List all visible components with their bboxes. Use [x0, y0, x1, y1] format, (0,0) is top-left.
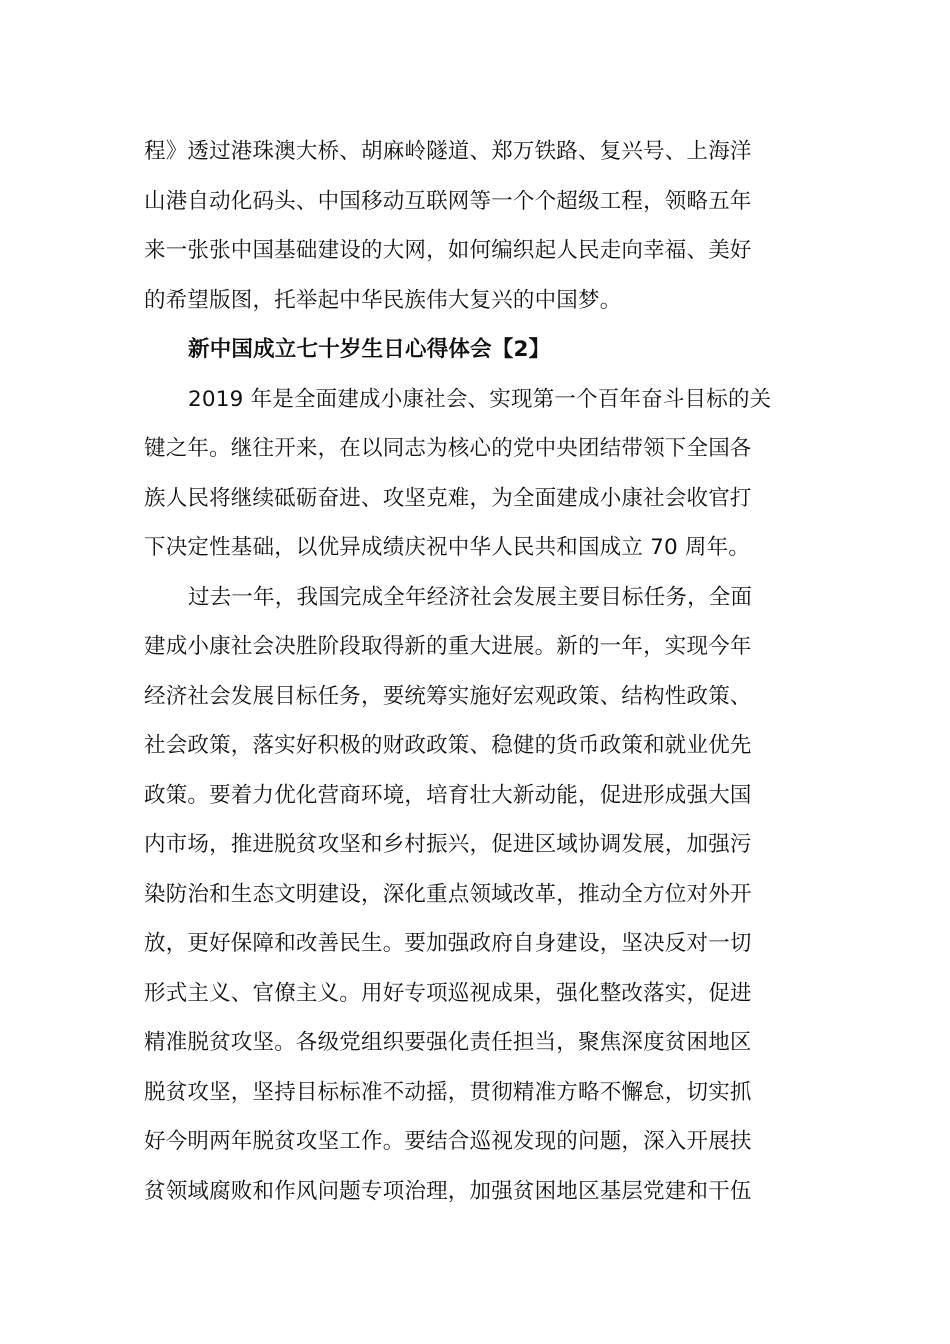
text-line: 程》透过港珠澳大桥、胡麻岭隧道、郑万铁路、复兴号、上海洋 — [144, 139, 752, 164]
text-line: 精准脱贫攻坚。各级党组织要强化责任担当，聚焦深度贫困地区 — [144, 1030, 752, 1055]
text-line: 键之年。继往开来，在以同志为核心的党中央团结带领下全国各 — [144, 436, 752, 461]
text-line: 脱贫攻坚，坚持目标标准不动摇，贯彻精准方略不懈怠，切实抓 — [144, 1079, 752, 1105]
text-line: 的希望版图，托举起中华民族伟大复兴的中国梦。 — [144, 287, 622, 313]
text-line: 内市场，推进脱贫攻坚和乡村振兴，促进区域协调发展，加强污 — [144, 832, 752, 857]
text-line: 社会政策，落实好积极的财政政策、稳健的货币政策和就业优先 — [144, 733, 752, 758]
text-line: 好今明两年脱贫攻坚工作。要结合巡视发现的问题，深入开展扶 — [144, 1129, 752, 1154]
text-line: 下决定性基础，以优异成绩庆祝中华人民共和国成立 70 周年。 — [144, 535, 751, 560]
text-line: 政策。要着力优化营商环境，培育壮大新动能，促进形成强大国 — [144, 782, 752, 808]
document-body — [144, 127, 784, 1216]
text-line: 形式主义、官僚主义。用好专项巡视成果，强化整改落实，促进 — [144, 980, 752, 1006]
text-line: 2019 年是全面建成小康社会、实现第一个百年奋斗目标的关 — [188, 386, 772, 412]
section-heading: 新中国成立七十岁生日心得体会【2】 — [188, 337, 551, 362]
text-line: 山港自动化码头、中国移动互联网等一个个超级工程，领略五年 — [144, 188, 752, 214]
text-line: 经济社会发展目标任务，要统筹实施好宏观政策、结构性政策、 — [144, 683, 752, 709]
text-line: 过去一年，我国完成全年经济社会发展主要目标任务，全面 — [188, 584, 753, 610]
text-line: 贫领域腐败和作风问题专项治理，加强贫困地区基层党建和干伍 — [144, 1178, 752, 1204]
text-line: 染防治和生态文明建设，深化重点领域改革，推动全方位对外开 — [144, 881, 752, 907]
text-line: 族人民将继续砥砺奋进、攻坚克难，为全面建成小康社会收官打 — [144, 485, 752, 511]
text-line: 建成小康社会决胜阶段取得新的重大进展。新的一年，实现今年 — [144, 634, 752, 659]
text-line: 来一张张中国基础建设的大网，如何编织起人民走向幸福、美好 — [144, 238, 752, 263]
text-line: 放，更好保障和改善民生。要加强政府自身建设，坚决反对一切 — [144, 931, 752, 956]
